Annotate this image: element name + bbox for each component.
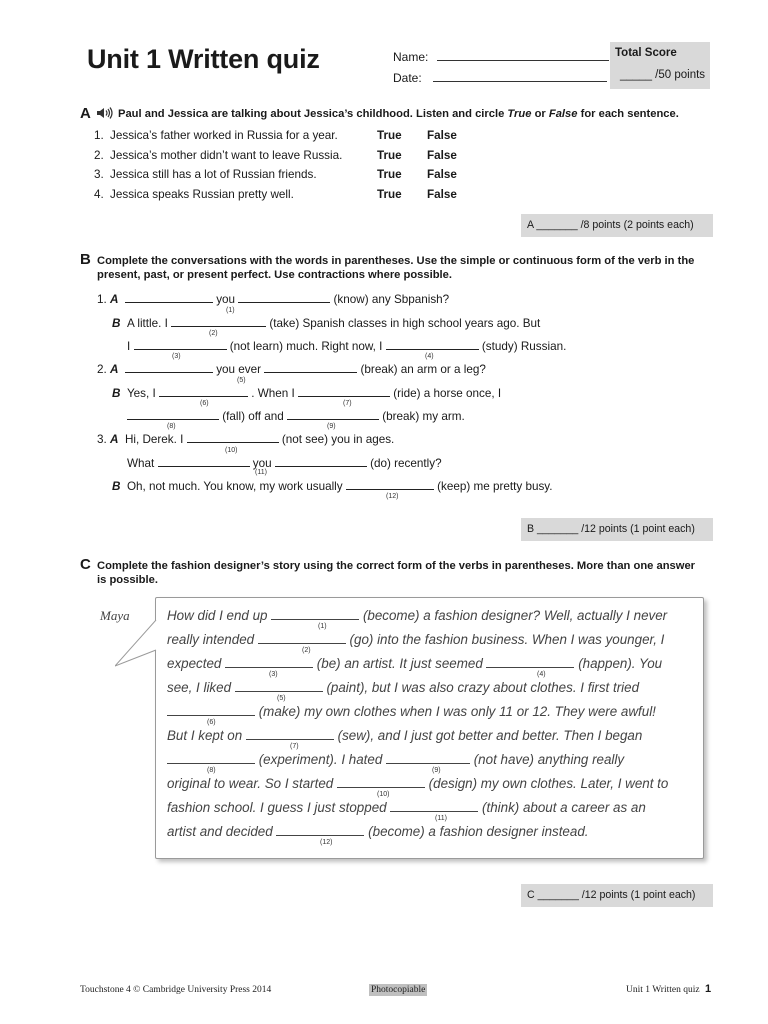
blank-2[interactable] [171,315,266,327]
page-title: Unit 1 Written quiz [87,44,320,74]
blank-11[interactable] [158,455,250,467]
section-a-letter: A [80,105,91,122]
c-blank-7[interactable] [246,727,334,740]
section-c-score: C _______ /12 points (1 point each) [521,884,713,907]
list-item: 3. Jessica still has a lot of Russian friends. True False [94,168,457,181]
name-row [393,49,609,64]
list-item: 4. Jessica speaks Russian pretty well. True False [94,187,457,201]
story-line-6: But I kept on (sew), and I just got better and better. Then I began [167,728,643,743]
section-b-score: B _______ /12 points (1 point each) [521,518,713,541]
c-blank-2[interactable] [258,631,346,644]
section-a-list [94,129,514,207]
blank-8[interactable] [127,408,219,420]
blank-7[interactable] [298,385,390,397]
footer-title: Unit 1 Written quiz [626,985,700,995]
blank-9[interactable] [287,408,379,420]
bubble-tail-icon [115,620,159,670]
c-blank-4[interactable] [486,655,574,668]
c-blank-6[interactable] [167,703,255,716]
date-field[interactable] [433,70,607,82]
story-line-2: really intended (go) into the fashion business. When I was younger, I [167,632,665,647]
blank-3[interactable] [134,338,227,350]
date-row [393,70,607,85]
b-line-2: B A little. I (take) Spanish classes in high school years ago. But [112,317,541,330]
blank-1b[interactable] [238,291,330,303]
b-line-4: 2. A you ever (break) an arm or a leg? [97,363,486,376]
blank-12[interactable] [346,478,434,490]
blank-10[interactable] [187,431,279,443]
blank-1[interactable] [125,291,213,303]
blank-6[interactable] [159,385,248,397]
section-b-instruction: Complete the conversations with the words in parentheses. Use the simple or continuous form of the verb in the present, past, or present perfect. Use contractions where possible. [97,255,695,281]
total-score-label: Total Score [615,47,677,59]
b-line-1: 1. A you (know) any Sbpanish? [97,293,450,306]
story-line-7: (experiment). I hated (not have) anything really [167,751,624,767]
section-b-letter: B [80,251,91,268]
c-blank-10[interactable] [337,775,425,788]
true-option[interactable]: True [377,168,402,181]
blank-11b[interactable] [275,455,367,467]
story-line-5: (make) my own clothes when I was only 11 or 12. They were awful! [167,703,656,719]
total-score-box [610,42,710,89]
blank-5[interactable] [125,361,213,373]
b-line-7: 3. A Hi, Derek. I (not see) you in ages. [97,433,395,446]
c-blank-1[interactable] [271,607,359,620]
list-item: 2. Jessica’s mother didn’t want to leave Russia. True False [94,148,457,162]
story-line-8: original to wear. So I started (design) my own clothes. Later, I went to [167,776,669,791]
c-blank-3[interactable] [225,655,313,668]
c-blank-9[interactable] [386,751,470,764]
page-number: 1 [705,983,712,995]
footer-copyright: Touchstone 4 © Cambridge University Press 2014 [80,985,272,995]
true-option[interactable]: True [377,148,402,162]
b-line-5: B Yes, I . When I (ride) a horse once, I [112,387,502,400]
name-field[interactable] [437,49,609,61]
story-line-1: How did I end up (become) a fashion designer? Well, actually I never [167,608,668,623]
b-line-3: I (not learn) much. Right now, I (study) Russian. [127,340,567,353]
story-line-10: artist and decided (become) a fashion designer instead. [167,824,589,839]
c-blank-12[interactable] [276,823,364,836]
story-line-9: fashion school. I guess I just stopped (think) about a career as an [167,800,646,815]
story-line-3: expected (be) an artist. It just seemed (happen). You [167,656,663,671]
blank-4[interactable] [386,338,479,350]
c-blank-8[interactable] [167,751,255,764]
total-score-points: _____ /50 points [620,69,706,81]
speaker-name: Maya [100,608,130,623]
b-line-6: (fall) off and (break) my arm. [127,408,465,423]
false-option[interactable]: False [427,129,457,142]
section-a-score: A _______ /8 points (2 points each) [521,214,713,237]
false-option[interactable]: False [427,187,457,201]
blank-5b[interactable] [264,361,357,373]
false-option[interactable]: False [427,148,457,162]
speaker-icon [96,106,114,125]
date-label: Date: [393,71,422,85]
c-blank-5[interactable] [235,679,323,692]
section-c-instruction: Complete the fashion designer’s story using the correct form of the verbs in parentheses. More than one answer is possible. [97,560,696,586]
false-option[interactable]: False [427,168,457,181]
footer-photocopiable: Photocopiable [371,985,426,995]
b-line-9: B Oh, not much. You know, my work usually (keep) me pretty busy. [112,480,553,493]
story-line-4: see, I liked (paint), but I was also crazy about clothes. I first tried [167,680,640,695]
c-blank-11[interactable] [390,799,478,812]
b-line-8: What you (do) recently? [127,457,442,470]
true-option[interactable]: True [377,129,402,142]
section-a-instruction: Paul and Jessica are talking about Jessica’s childhood. Listen and circle True or False for each sentence. [118,108,679,120]
name-label: Name: [393,50,429,64]
section-c-letter: C [80,556,91,573]
list-item: 1. Jessica’s father worked in Russia for a year. True False [94,129,457,142]
true-option[interactable]: True [377,187,402,201]
